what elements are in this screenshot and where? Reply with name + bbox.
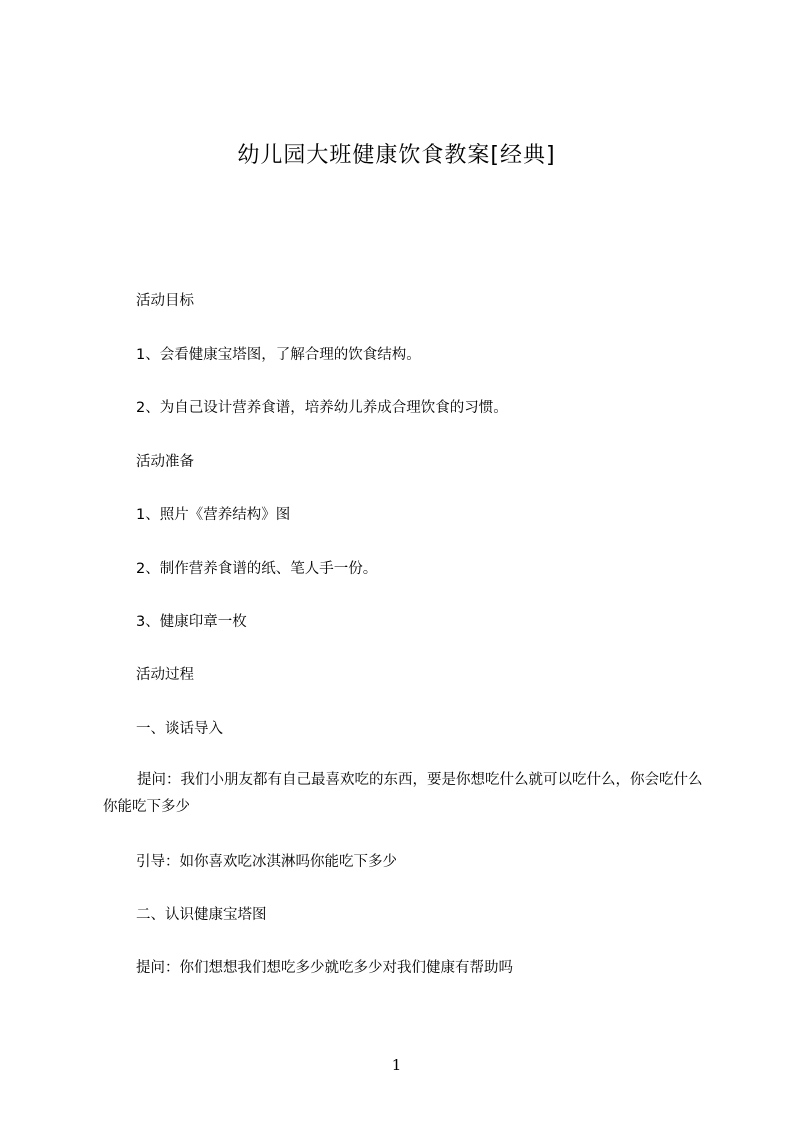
section-heading-activity-preparation: 活动准备 (136, 454, 194, 470)
paragraph-guidance: 引导：如你喜欢吃冰淇淋吗你能吃下多少 (136, 854, 397, 870)
paragraph-preparation-1: 1、照片《营养结构》图 (136, 507, 291, 523)
paragraph-goal-1: 1、会看健康宝塔图，了解合理的饮食结构。 (136, 347, 421, 363)
section-heading-activity-goals: 活动目标 (136, 293, 194, 309)
section-heading-activity-process: 活动过程 (136, 667, 194, 683)
subsection-heading-conversation-intro: 一、谈话导入 (136, 721, 223, 737)
page-number: 1 (391, 1056, 402, 1074)
paragraph-question-1: 提问：我们小朋友都有自己最喜欢吃的东西，要是你想吃什么就可以吃什么，你会吃什么你能吃下多少 (103, 772, 703, 815)
document-title: 幼儿园大班健康饮食教案[经典] (237, 143, 556, 168)
subsection-heading-health-pyramid: 二、认识健康宝塔图 (136, 907, 267, 923)
paragraph-goal-2: 2、为自己设计营养食谱，培养幼儿养成合理饮食的习惯。 (136, 400, 508, 416)
paragraph-preparation-3: 3、健康印章一枚 (136, 614, 247, 630)
paragraph-question-2: 提问：你们想想我们想吃多少就吃多少对我们健康有帮助吗 (136, 960, 513, 976)
paragraph-preparation-2: 2、制作营养食谱的纸、笔人手一份。 (136, 561, 378, 577)
